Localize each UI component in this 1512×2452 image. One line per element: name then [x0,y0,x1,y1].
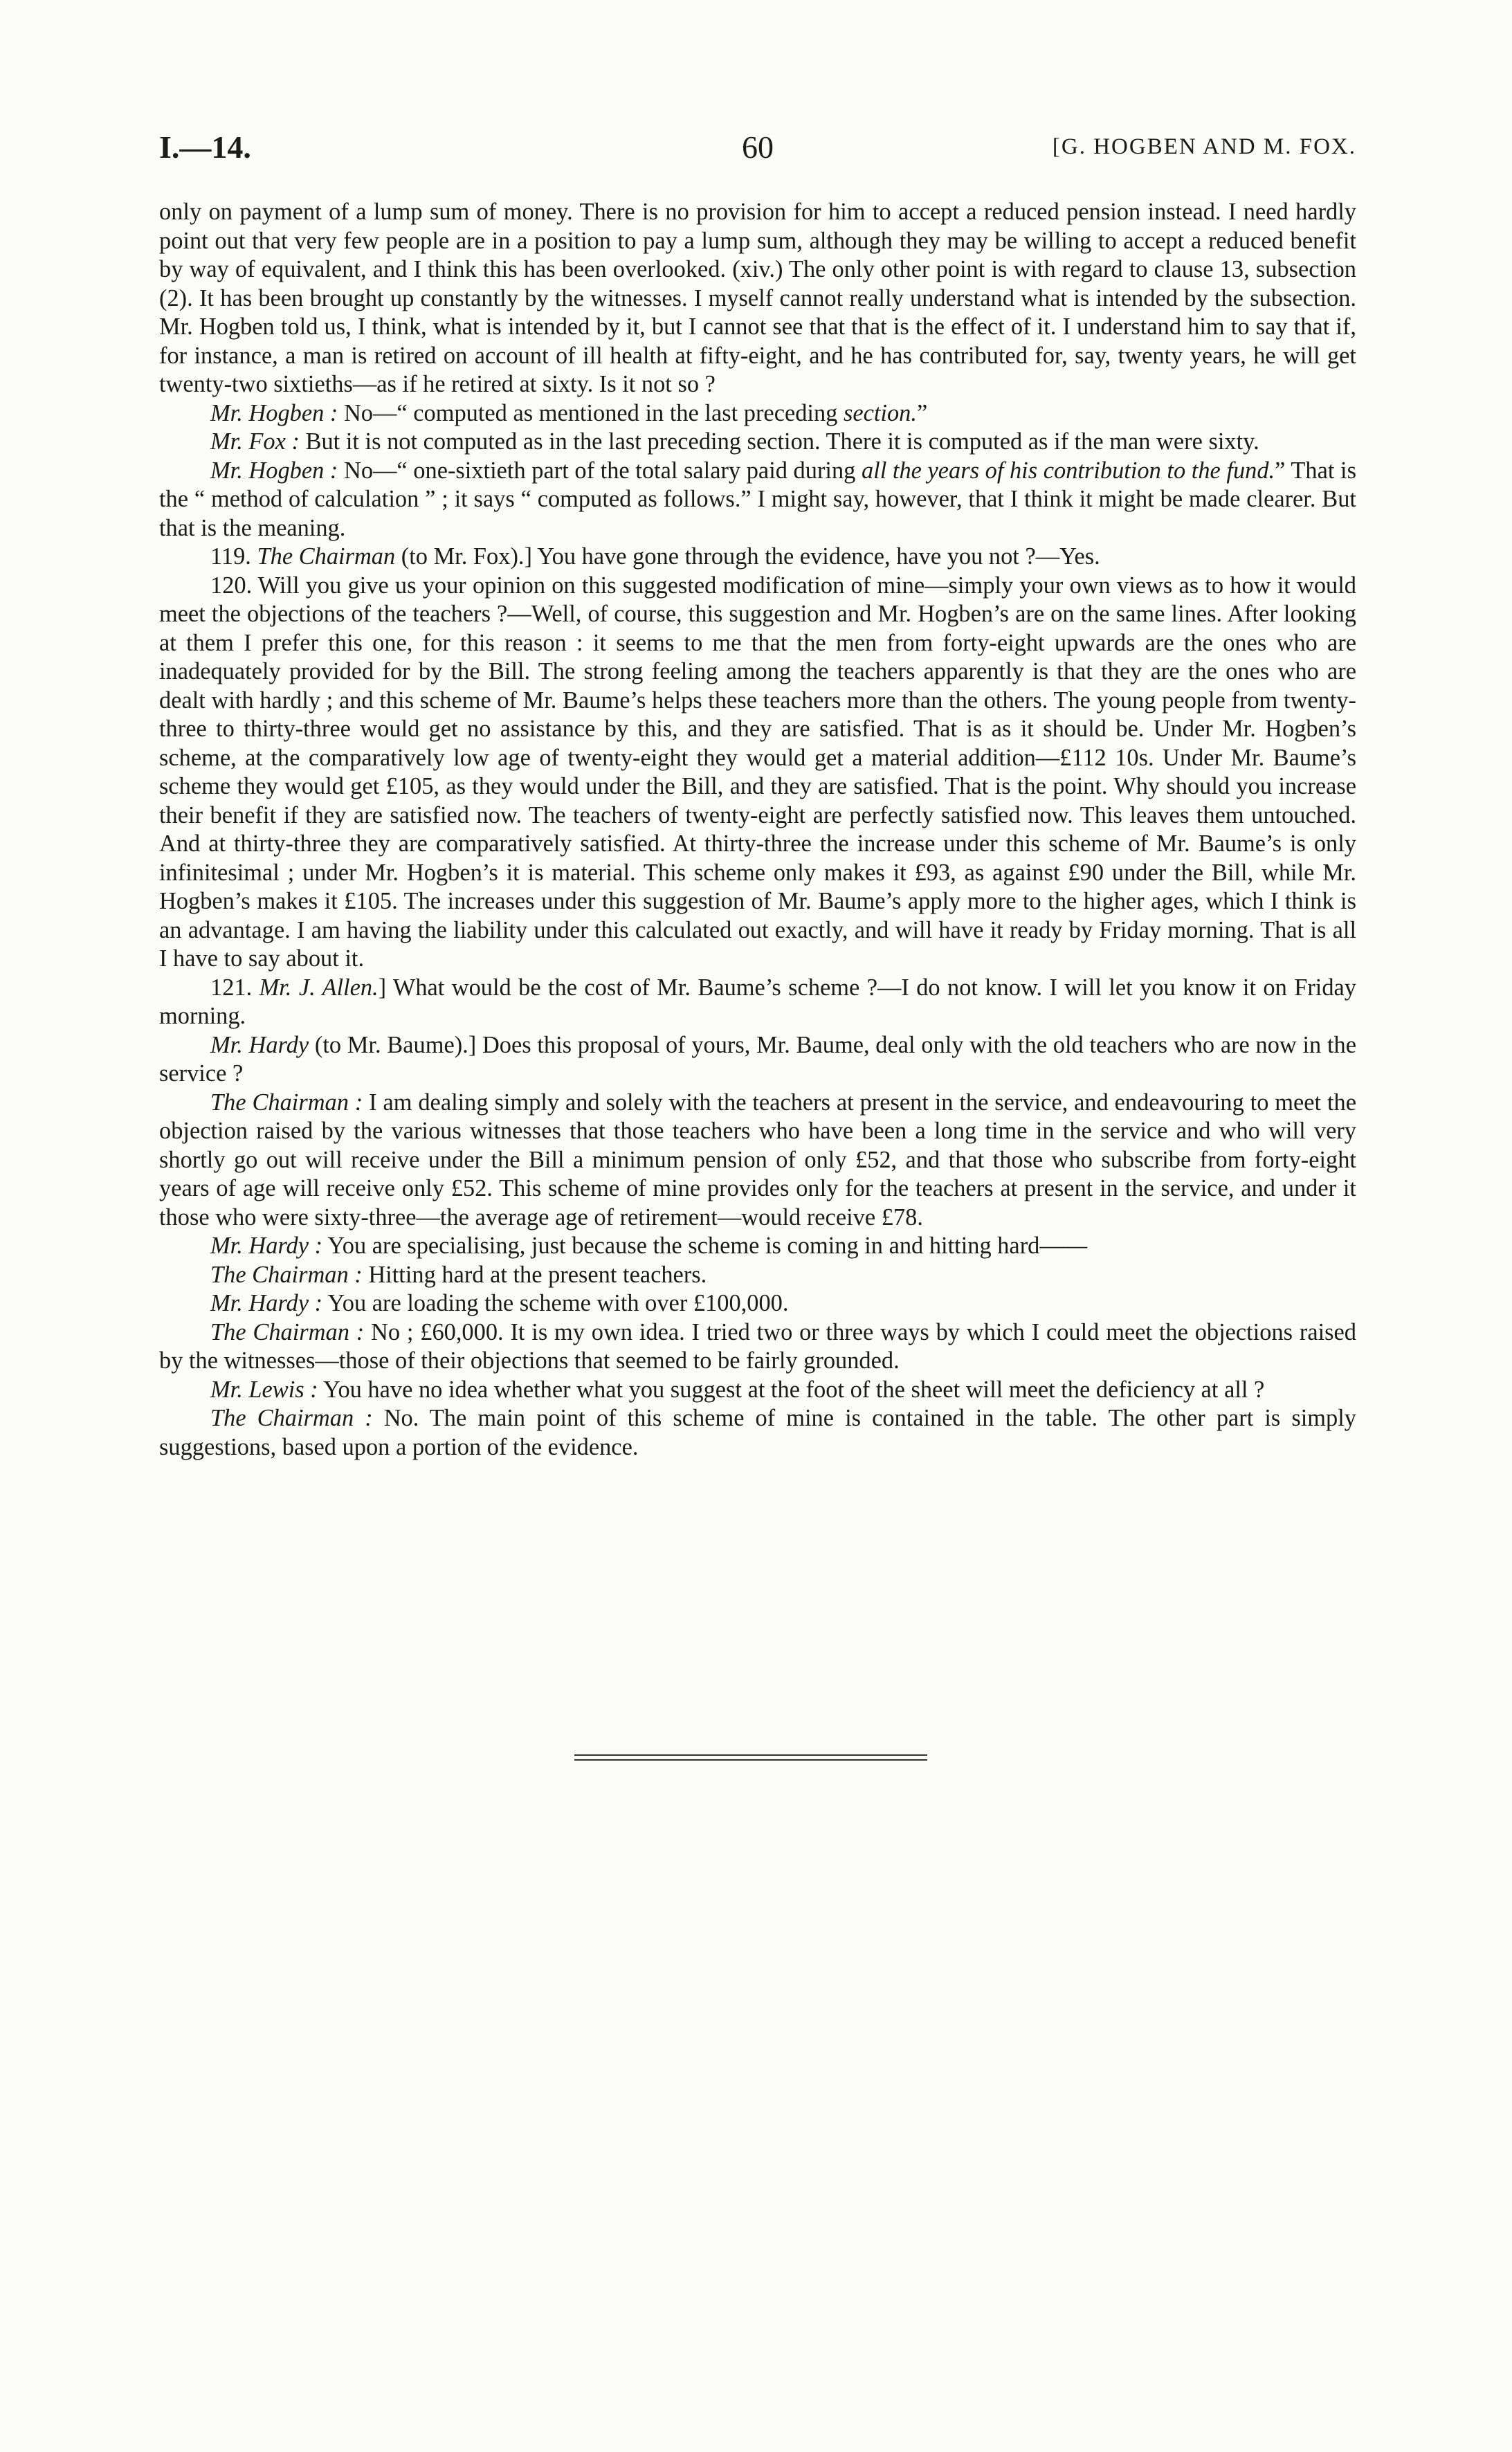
closing-rule-bottom [574,1759,927,1761]
document-reference: I.—14. [159,129,251,165]
paragraph [159,1376,1356,1405]
speaker-name: Mr. Hardy : [210,1233,323,1259]
page-number: 60 [742,129,774,165]
paragraph [159,1261,1356,1290]
paragraph-text: You are loading the scheme with over £100,000. [322,1290,789,1316]
speaker-name: Mr. Hogben : [210,399,338,426]
paragraph [159,1089,1356,1233]
paragraph-text: (to Mr. Fox).] You have gone through the evidence, have you not ?—Yes. [395,543,1100,570]
speaker-name: The Chairman : [210,1318,365,1345]
witness-names: [G. HOGBEN AND M. FOX. [1052,134,1356,159]
body-text [159,198,1356,1462]
speaker-name: The Chairman : [210,1089,363,1116]
paragraph-text: ” That is the “ method of calculation ” ; it says “ computed as follows.” I might say, however, that I think it might be made clearer. But that is the meaning. [159,457,1356,541]
paragraph [159,428,1356,457]
paragraph [159,1031,1356,1089]
paragraph-text: ] What would be the cost of Mr. Baume’s scheme ?—I do not know. I will let you know it on Friday morning. [159,974,1356,1029]
paragraph-text: No—“ computed as mentioned in the last preceding [338,399,844,426]
paragraph-text: Hitting hard at the present teachers. [362,1261,707,1288]
paragraph [159,974,1356,1031]
paragraph-text: ” [916,399,928,426]
speaker-name: Mr. Fox : [210,428,300,455]
paragraph-text: No. The main point of this scheme of mine is contained in the table. The other part is simply suggestions, based upon a portion of the evidence. [159,1405,1356,1460]
paragraph-text: No ; £60,000. It is my own idea. I tried two or three ways by which I could meet the objections raised by the witnesses—those of their objections that seemed to be fairly grounded. [159,1318,1356,1374]
speaker-name: The Chairman [257,543,396,570]
paragraph [159,399,1356,428]
paragraph-text: 120. Will you give us your opinion on this suggested modification of mine—simply your own views as to how it would meet the objections of the teachers ?—Well, of course, this suggestion and Mr. Hogben’s are on the same lines. After looking at them I prefer this one, for this reason : it seems to me that the men from forty-eight upwards are the ones who are inadequately provided for by the Bill. The strong feeling among the teachers apparently is that they are the ones who are dealt with hardly ; and this scheme of Mr. Baume’s helps these teachers more than the others. The young people from twenty-three to thirty-three would get no assistance by this, and they are satisfied. That is as it should be. Under Mr. Hogben’s scheme, at the comparatively low age of twenty-eight they would get a material addition—£112 10s. Under Mr. Baume’s scheme they would get £105, as they would under the Bill, and they are satisfied. That is the point. Why should you increase their benefit if they are satisfied now. The teachers of twenty-eight are perfectly satisfied now. This leaves them untouched. And at thirty-three they are comparatively satisfied. At thirty-three the increase under this scheme of Mr. Baume’s is only infinitesimal ; under Mr. Hogben’s it is material. This scheme only makes it £93, as against £90 under the Bill, while Mr. Hogben’s makes it £105. The increases under this suggestion of Mr. Baume’s apply more to the higher ages, which I think is an advantage. I am having the liability under this calculated out exactly, and will have it ready by Friday morning. That is all I have to say about it. [159,572,1356,972]
speaker-name: section. [843,399,917,426]
paragraph-text: But it is not computed as in the last preceding section. There it is computed as if the man were sixty. [299,428,1259,455]
paragraph [159,1232,1356,1261]
paragraph [159,457,1356,543]
closing-rule-top [574,1754,927,1756]
speaker-name: Mr. Hardy [210,1031,309,1058]
speaker-name: all the years of his contribution to the fund. [861,457,1275,484]
paragraph [159,198,1356,399]
page-header [159,129,1356,170]
paragraph [159,1318,1356,1376]
speaker-name: Mr. Hogben : [210,457,338,484]
paragraph-text: You are specialising, just because the scheme is coming in and hitting hard—— [322,1233,1088,1259]
paragraph-text: only on payment of a lump sum of money. There is no provision for him to accept a reduced pension instead. I need hardly point out that very few people are in a position to pay a lump sum, although they may be willing to accept a reduced benefit by way of equivalent, and I think this has been overlooked. (xiv.) The only other point is with regard to clause 13, subsection (2). It has been brought up constantly by the witnesses. I myself cannot really understand what is intended by the subsection. Mr. Hogben told us, I think, what is intended by it, but I cannot see that that is the effect of it. I understand him to say that if, for instance, a man is retired on account of ill health at fifty-eight, and he has contributed for, say, twenty years, he will get twenty-two sixtieths—as if he retired at sixty. Is it not so ? [159,199,1356,397]
paragraph [159,543,1356,572]
speaker-name: Mr. Hardy : [210,1290,323,1316]
paragraph [159,1289,1356,1318]
speaker-name: Mr. Lewis : [210,1376,318,1403]
paragraph-text: 119. [210,543,257,570]
paragraph-text: You have no idea whether what you suggest at the foot of the sheet will meet the deficiency at all ? [318,1376,1265,1403]
paragraph [159,1404,1356,1462]
paragraph-text: 121. [210,974,259,1001]
speaker-name: The Chairman : [210,1405,373,1431]
paragraph-text: I am dealing simply and solely with the teachers at present in the service, and endeavouring to meet the objection raised by the various witnesses that those teachers who have been a long time in the service and who will very shortly go out will receive under the Bill a minimum pension of only £52, and that those who subscribe from forty-eight years of age will receive only £52. This scheme of mine provides only for the teachers at present in the service, and under it those who were sixty-three—the average age of retirement—would receive £78. [159,1089,1356,1230]
speaker-name: Mr. J. Allen. [259,974,379,1001]
paragraph-text: No—“ one-sixtieth part of the total salary paid during [338,457,862,484]
paragraph [159,572,1356,974]
speaker-name: The Chairman : [210,1261,363,1288]
paragraph-text: (to Mr. Baume).] Does this proposal of yours, Mr. Baume, deal only with the old teachers who are now in the service ? [159,1031,1356,1087]
